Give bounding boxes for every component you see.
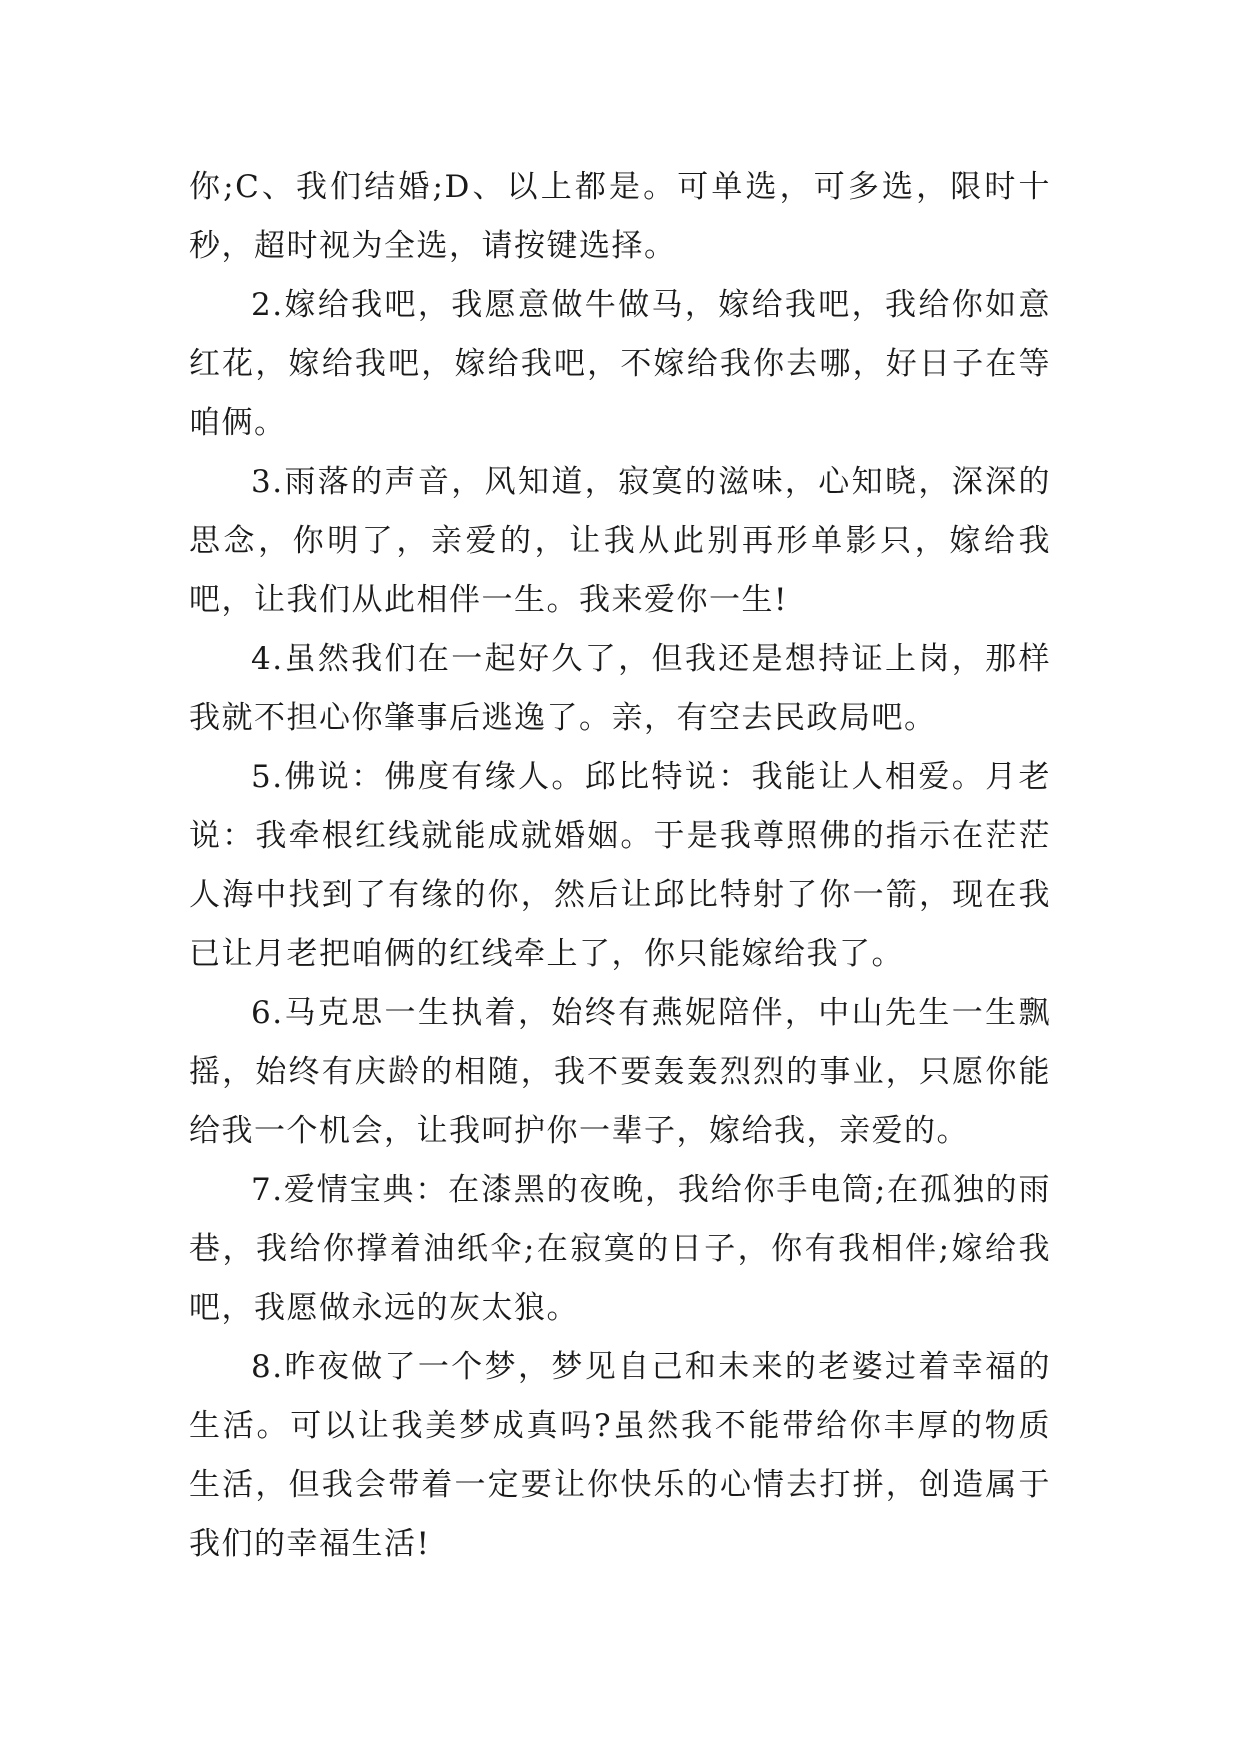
paragraph-item-6: 6.马克思一生执着，始终有燕妮陪伴，中山先生一生飘摇，始终有庆龄的相随，我不要轰轰烈烈的事业，只愿你能给我一个机会，让我呵护你一辈子，嫁给我，亲爱的。 xyxy=(189,995,1051,1149)
document-body xyxy=(189,158,1051,1574)
paragraph-item-4: 4.虽然我们在一起好久了，但我还是想持证上岗，那样我就不担心你肇事后逃逸了。亲，有空去民政局吧。 xyxy=(189,641,1051,736)
paragraph-continuation: 你;C、我们结婚;D、以上都是。可单选，可多选，限时十秒，超时视为全选，请按键选择。 xyxy=(189,169,1051,264)
paragraph-item-3: 3.雨落的声音，风知道，寂寞的滋味，心知晓，深深的思念，你明了，亲爱的，让我从此别再形单影只，嫁给我吧，让我们从此相伴一生。我来爱你一生! xyxy=(189,464,1051,618)
paragraph-item-2: 2.嫁给我吧，我愿意做牛做马，嫁给我吧，我给你如意红花，嫁给我吧，嫁给我吧，不嫁给我你去哪，好日子在等咱俩。 xyxy=(189,287,1051,441)
paragraph-item-8: 8.昨夜做了一个梦，梦见自己和未来的老婆过着幸福的生活。可以让我美梦成真吗?虽然我不能带给你丰厚的物质生活，但我会带着一定要让你快乐的心情去打拼，创造属于我们的幸福生活! xyxy=(189,1349,1051,1562)
paragraph-item-5: 5.佛说：佛度有缘人。邱比特说：我能让人相爱。月老说：我牵根红线就能成就婚姻。于是我尊照佛的指示在茫茫人海中找到了有缘的你，然后让邱比特射了你一箭，现在我已让月老把咱俩的红线牵上了，你只能嫁给我了。 xyxy=(189,759,1051,972)
paragraph-item-7: 7.爱情宝典：在漆黑的夜晚，我给你手电筒;在孤独的雨巷，我给你撑着油纸伞;在寂寞的日子，你有我相伴;嫁给我吧，我愿做永远的灰太狼。 xyxy=(189,1172,1051,1326)
